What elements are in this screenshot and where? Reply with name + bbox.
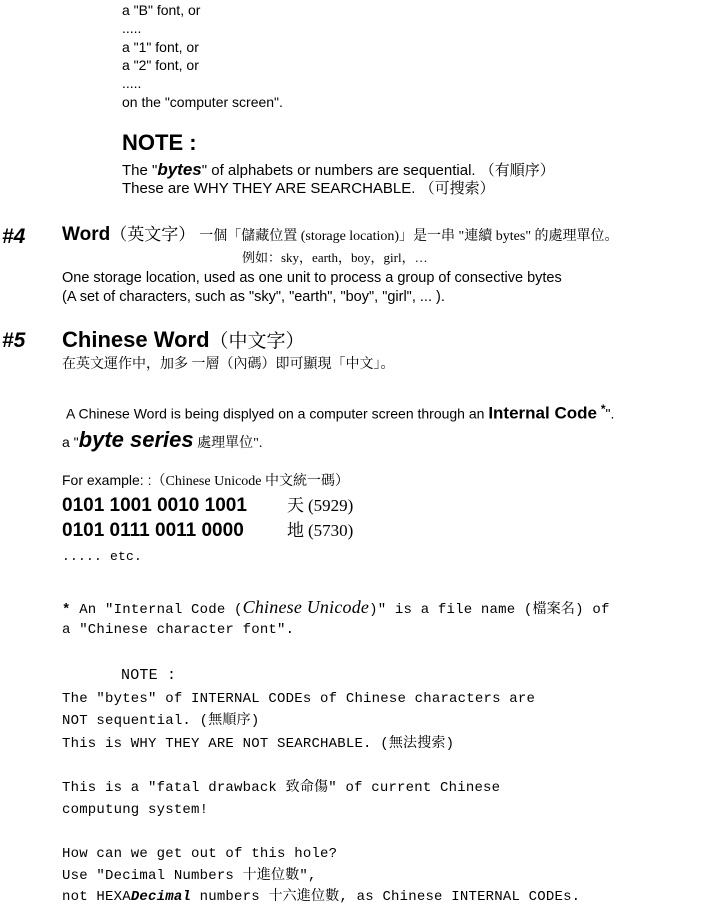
note-heading-english: NOTE : [122,130,197,155]
intro-line-b-font: a "B" font, or [122,2,201,18]
footnote-post: )" is a file name (檔案名) of [369,602,610,618]
codes-etc: ..... etc. [62,549,143,564]
example-label: For example: : [62,472,152,488]
solution-pre: not HEXA [62,889,131,905]
section-5-display-line [66,402,614,424]
code-char: 地 [287,521,304,540]
section-4-line-1: One storage location, used as one unit to process a group of consective bytes [62,270,562,286]
solution-use-decimal: Use "Decimal Numbers 十進位數", [62,868,317,884]
section-4-title-cjk: （英文字） [110,225,196,244]
section-5-title-line [62,327,305,354]
intro-ellipsis-2: ..... [122,75,142,91]
note-searchable-line [122,180,495,198]
note-chinese-line: NOT sequential. (無順序) [62,713,260,729]
byte-series-term: byte series [78,427,194,452]
section-4-definition: 一個「儲藏位置 (storage location)」是一串 "連續 bytes" 的處理單位。 [199,229,619,244]
section-4-line-2: (A set of characters, such as "sky", "earth", "boy", "girl", ... ). [62,289,445,305]
display-line-post: ". [605,405,615,422]
note-searchable-text: These are WHY THEY ARE SEARCHABLE. [122,180,416,197]
footnote-bullet: * [62,602,71,618]
code-binary: 0101 0111 0011 0000 [62,520,244,541]
footnote-chinese-unicode: Chinese Unicode [242,597,370,617]
section-4-example: 例如：sky，earth，boy，girl，… [242,250,428,265]
series-line-pre: a " [62,434,79,450]
section-5-title: Chinese Word [62,327,210,352]
series-line-post: 處理單位". [193,436,263,451]
note-sequential-cjk: （有順序） [479,163,555,179]
solution-post: numbers 十六進位數, as Chinese INTERNAL CODEs. [191,889,581,905]
internal-code-term: Internal Code [488,403,597,423]
section-5-number: #5 [2,329,26,352]
note-searchable-cjk: （可搜索） [419,181,495,197]
drawback-line: computung system! [62,802,209,818]
code-binary: 0101 1001 0010 1001 [62,495,247,516]
code-char: 天 [287,496,304,515]
note-sequential-post: " of alphabets or numbers are sequential. [201,162,476,179]
section-5-series-line [62,427,262,453]
intro-line-computer-screen: on the "computer screen". [122,94,283,110]
note-chinese-line: This is WHY THEY ARE NOT SEARCHABLE. (無法搜索) [62,736,455,752]
note-bytes-emphasis: bytes [157,160,202,179]
code-hex: (5929) [308,496,354,515]
footnote-pre: An "Internal Code ( [70,602,243,618]
intro-line-1-font: a "1" font, or [122,39,199,55]
example-label-line [62,472,349,491]
example-source: （Chinese Unicode 中文統一碼） [151,474,350,489]
section-4-title: Word [62,224,111,245]
drawback-line: This is a "fatal drawback 致命傷" of current Chinese [62,780,501,796]
solution-not-hexadecimal [62,889,580,906]
code-hex: (5730) [308,521,354,540]
intro-line-2-font: a "2" font, or [122,57,199,73]
solution-question: How can we get out of this hole? [62,846,338,862]
section-5-title-cjk: （中文字） [209,331,305,352]
footnote-line-2: a "Chinese character font". [62,622,295,638]
note-chinese-line: The "bytes" of INTERNAL CODEs of Chinese characters are [62,691,536,707]
note-sequential-line [122,160,555,180]
footnote-mark: * [600,402,606,416]
solution-decimal-emphasis: Decimal [130,889,192,905]
note-heading-chinese: NOTE : [121,667,177,684]
intro-ellipsis-1: ..... [122,20,142,36]
note-sequential-pre: The " [122,162,158,179]
section-4-title-line [62,224,619,247]
display-line-pre: A Chinese Word is being displyed on a computer screen through an [66,405,489,422]
section-4-number: #4 [2,225,26,248]
code-row [62,495,353,518]
code-row [62,520,353,543]
section-5-summary: 在英文運作中，加多 一層（內碼）即可顯現「中文」。 [62,357,395,372]
footnote-line-1 [62,597,610,619]
